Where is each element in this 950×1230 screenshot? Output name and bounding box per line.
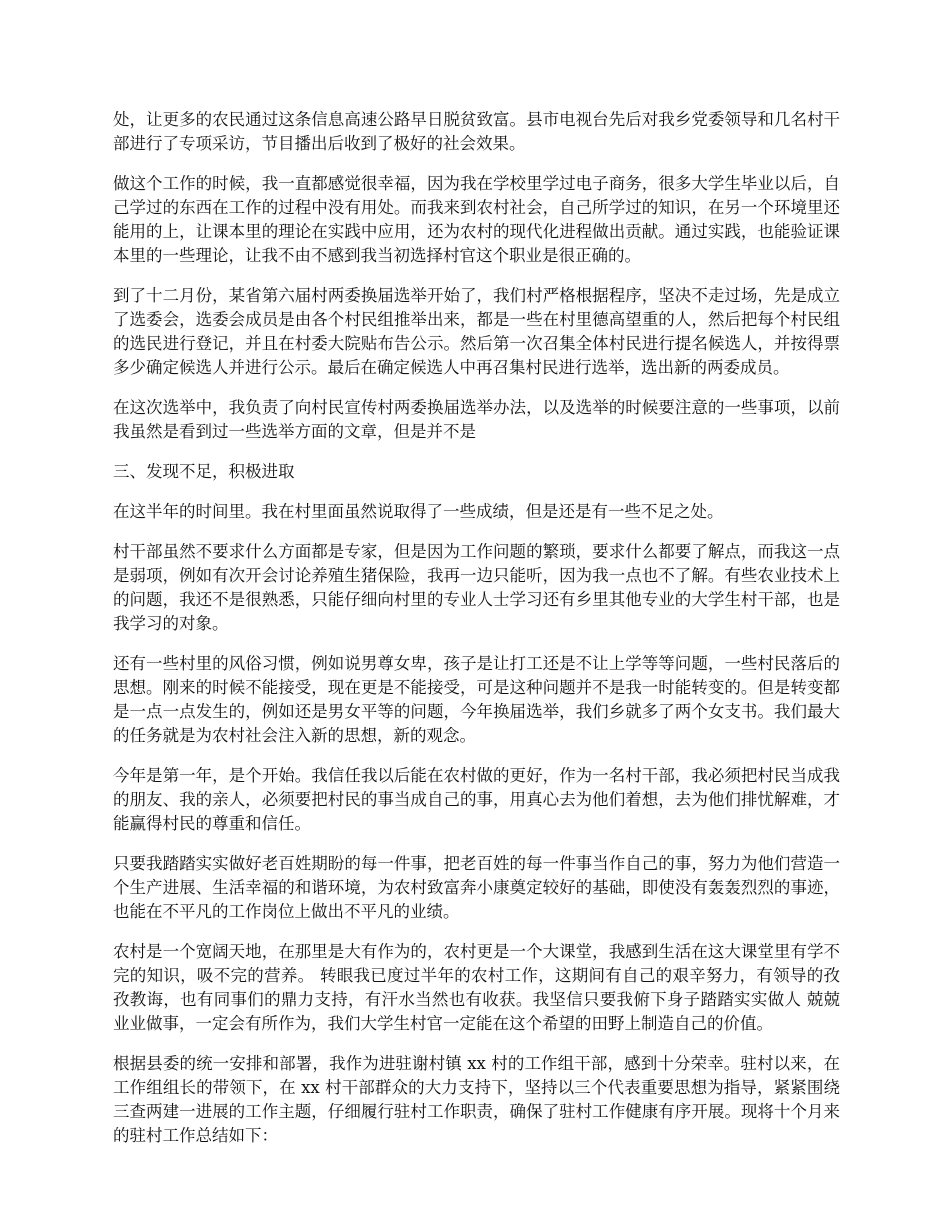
paragraph-8: 今年是第一年，是个开始。我信任我以后能在农村做的更好，作为一名村干部，我必须把村民当成我的朋友、我的亲人，必须要把村民的事当成自己的事，用真心去为他们着想，去为他们排忧解难，才能赢得村民的尊重和信任。 bbox=[113, 766, 840, 833]
paragraph-9: 只要我踏踏实实做好老百姓期盼的每一件事，把老百姓的每一件事当作自己的事，努力为他们营造一个生产进展、生活幸福的和谐环境，为农村致富奔小康奠定较好的基础，即使没有轰轰烈烈的事迹，也能在不平凡的工作岗位上做出不平凡的业绩。 bbox=[113, 854, 840, 921]
paragraph-10: 农村是一个宽阔天地，在那里是大有作为的，农村更是一个大课堂，我感到生活在这大课堂里有学不完的知识，吸不完的营养。 转眼我已度过半年的农村工作，这期间有自己的艰辛努力，有领导的孜孜教诲，也有同事们的鼎力支持，有汗水当然也有收获。我坚信只要我俯下身子踏踏实实做人 兢兢业业做事，一定会有所作为，我们大学生村官一定能在这个希望的田野上制造自己的价值。 bbox=[113, 942, 840, 1033]
paragraph-6: 村干部虽然不要求什么方面都是专家，但是因为工作问题的繁琐，要求什么都要了解点，而我这一点是弱项，例如有次开会讨论养殖生猪保险，我再一边只能听，因为我一点也不了解。有些农业技术上的问题，我还不是很熟悉，只能仔细向村里的专业人士学习还有乡里其他专业的大学生村干部，也是我学习的对象。 bbox=[113, 542, 840, 633]
section-heading: 三、发现不足，积极进取 bbox=[113, 462, 295, 481]
paragraph-1: 处，让更多的农民通过这条信息高速公路早日脱贫致富。县市电视台先后对我乡党委领导和几名村干部进行了专项采访，节目播出后收到了极好的社会效果。 bbox=[113, 110, 840, 153]
document-body bbox=[113, 108, 840, 1164]
paragraph-11: 根据县委的统一安排和部署，我作为进驻谢村镇 xx 村的工作组干部，感到十分荣幸。驻村以来，在工作组组长的带领下，在 xx 村干部群众的大力支持下，坚持以三个代表重要思想为指导，紧紧围绕三查两建一进展的工作主题，仔细履行驻村工作职责，确保了驻村工作健康有序开展。现将十个月来的驻村工作总结如下： bbox=[113, 1054, 840, 1145]
paragraph-2: 做这个工作的时候，我一直都感觉很幸福，因为我在学校里学过电子商务，很多大学生毕业以后，自己学过的东西在工作的过程中没有用处。而我来到农村社会，自己所学过的知识，在另一个环境里还能用的上，让课本里的理论在实践中应用，还为农村的现代化进程做出贡献。通过实践，也能验证课本里的一些理论，让我不由不感到我当初选择村官这个职业是很正确的。 bbox=[113, 174, 840, 265]
paragraph-3: 到了十二月份，某省第六届村两委换届选举开始了，我们村严格根据程序，坚决不走过场，先是成立了选委会，选委会成员是由各个村民组推举出来，都是一些在村里德高望重的人，然后把每个村民组的选民进行登记，并且在村委大院贴布告公示。然后第一次召集全体村民进行提名候选人，并按得票多少确定候选人并进行公示。最后在确定候选人中再召集村民进行选举，选出新的两委成员。 bbox=[113, 286, 840, 377]
paragraph-4: 在这次选举中，我负责了向村民宣传村两委换届选举办法，以及选举的时候要注意的一些事项，以前我虽然是看到过一些选举方面的文章，但是并不是 bbox=[113, 398, 840, 441]
paragraph-5: 在这半年的时间里。我在村里面虽然说取得了一些成绩，但是还是有一些不足之处。 bbox=[113, 502, 724, 521]
paragraph-7: 还有一些村里的风俗习惯，例如说男尊女卑，孩子是让打工还是不让上学等等问题，一些村民落后的思想。刚来的时候不能接受，现在更是不能接受，可是这种问题并不是我一时能转变的。但是转变都是一点一点发生的，例如还是男女平等的问题，今年换届选举，我们乡就多了两个女支书。我们最大的任务就是为农村社会注入新的思想，新的观念。 bbox=[113, 654, 840, 745]
